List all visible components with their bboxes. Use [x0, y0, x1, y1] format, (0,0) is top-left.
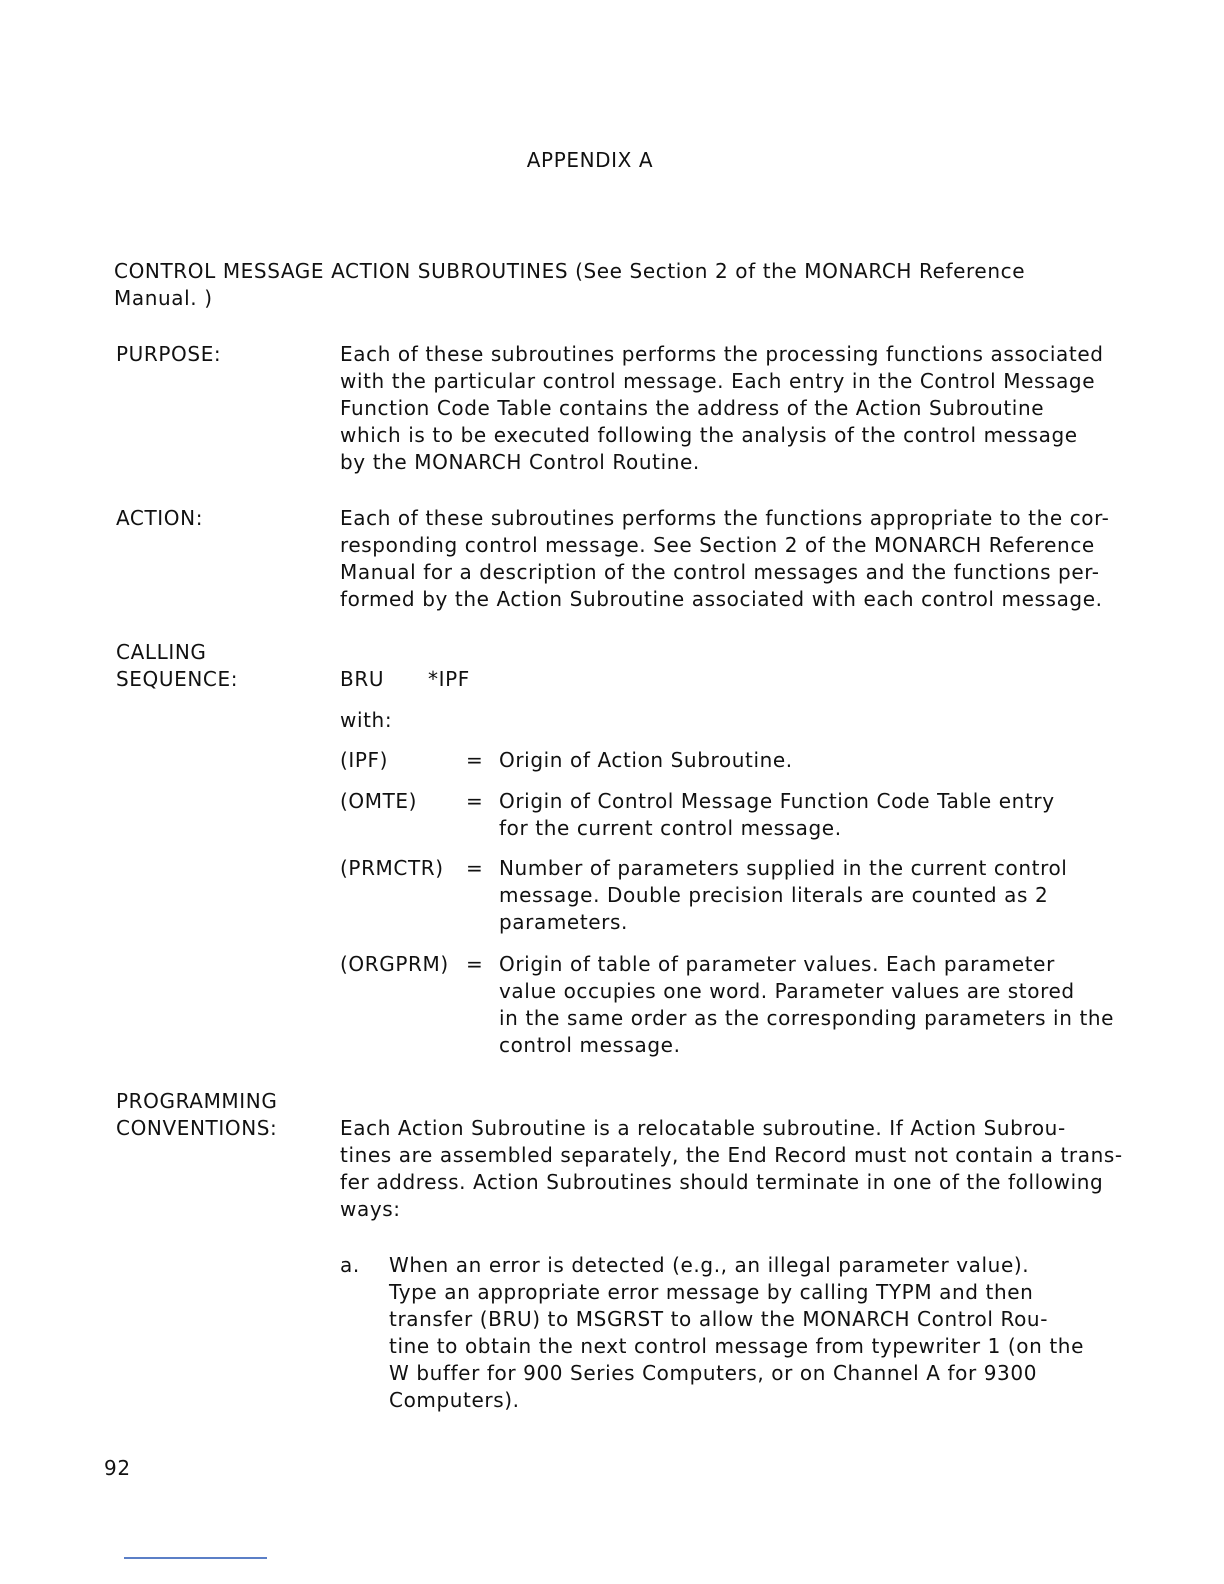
parameter-description [499, 747, 793, 774]
purpose-line: Each of these subroutines performs the processing functions associated [340, 342, 1104, 366]
footer-rule [124, 1557, 267, 1559]
calling-sequence-label-line: SEQUENCE: [116, 667, 239, 691]
parameter-description-line: parameters. [499, 910, 628, 934]
list-item-line: Type an appropriate error message by calling TYPM and then [389, 1280, 1034, 1304]
purpose-text [340, 341, 1104, 476]
equals-sign: = [466, 856, 484, 880]
action-label: ACTION: [116, 506, 204, 530]
action-text [340, 505, 1110, 613]
parameter-description-line: Origin of Action Subroutine. [499, 748, 793, 772]
equals-sign: = [466, 952, 484, 976]
parameter-description-line: Origin of table of parameter values. Each parameter [499, 952, 1055, 976]
calling-sequence-label-line: CALLING [116, 640, 207, 664]
purpose-line: Function Code Table contains the address of the Action Subroutine [340, 396, 1045, 420]
parameter-description-line: control message. [499, 1033, 681, 1057]
equals-sign: = [466, 789, 484, 813]
section-heading [114, 258, 1025, 312]
purpose-line: by the MONARCH Control Routine. [340, 450, 700, 474]
action-line: Manual for a description of the control messages and the functions per- [340, 560, 1100, 584]
action-line: Each of these subroutines performs the functions appropriate to the cor- [340, 506, 1110, 530]
purpose-line: with the particular control message. Each entry in the Control Message [340, 369, 1096, 393]
programming-conventions-line: Each Action Subroutine is a relocatable subroutine. If Action Subrou- [340, 1116, 1066, 1140]
parameter-description-line: Origin of Control Message Function Code Table entry [499, 789, 1055, 813]
list-item-line: Computers). [389, 1388, 520, 1412]
programming-conventions-line: fer address. Action Subroutines should terminate in one of the following [340, 1170, 1104, 1194]
programming-conventions-text [340, 1115, 1123, 1223]
parameter-description [499, 855, 1067, 936]
instruction-operand: *IPF [428, 667, 470, 691]
parameter-description-line: Number of parameters supplied in the current control [499, 856, 1068, 880]
list-item-line: W buffer for 900 Series Computers, or on Channel A for 9300 [389, 1361, 1038, 1385]
purpose-label: PURPOSE: [116, 342, 222, 366]
section-heading-line: CONTROL MESSAGE ACTION SUBROUTINES (See Section 2 of the MONARCH Reference [114, 259, 1026, 283]
list-item [389, 1252, 1084, 1414]
parameter-name: (ORGPRM) [340, 952, 449, 976]
section-heading-line: Manual. ) [114, 286, 213, 310]
action-line: responding control message. See Section 2 of the MONARCH Reference [340, 533, 1095, 557]
programming-conventions-line: ways: [340, 1197, 401, 1221]
parameter-description-line: for the current control message. [499, 816, 842, 840]
list-item-line: When an error is detected (e.g., an illegal parameter value). [389, 1253, 1030, 1277]
purpose-line: which is to be executed following the analysis of the control message [340, 423, 1078, 447]
programming-conventions-line: tines are assembled separately, the End Record must not contain a trans- [340, 1143, 1123, 1167]
calling-sequence-label [116, 639, 238, 693]
parameter-description-line: message. Double precision literals are counted as 2 [499, 883, 1049, 907]
page-number: 92 [104, 1456, 131, 1480]
with-label: with: [340, 708, 393, 732]
parameter-description-line: in the same order as the corresponding parameters in the [499, 1006, 1115, 1030]
programming-conventions-label-line: PROGRAMMING [116, 1089, 278, 1113]
programming-conventions-label [116, 1088, 277, 1142]
page-title: APPENDIX A [526, 148, 654, 172]
parameter-description-line: value occupies one word. Parameter values are stored [499, 979, 1075, 1003]
equals-sign: = [466, 748, 484, 772]
instruction-mnemonic: BRU [340, 667, 385, 691]
parameter-description [499, 951, 1114, 1059]
parameter-name: (OMTE) [340, 789, 418, 813]
programming-conventions-label-line: CONVENTIONS: [116, 1116, 278, 1140]
action-line: formed by the Action Subroutine associated with each control message. [340, 587, 1103, 611]
list-item-line: tine to obtain the next control message from typewriter 1 (on the [389, 1334, 1084, 1358]
list-item-letter: a. [340, 1253, 360, 1277]
list-item-line: transfer (BRU) to MSGRST to allow the MONARCH Control Rou- [389, 1307, 1049, 1331]
parameter-description [499, 788, 1055, 842]
parameter-name: (PRMCTR) [340, 856, 444, 880]
parameter-name: (IPF) [340, 748, 389, 772]
